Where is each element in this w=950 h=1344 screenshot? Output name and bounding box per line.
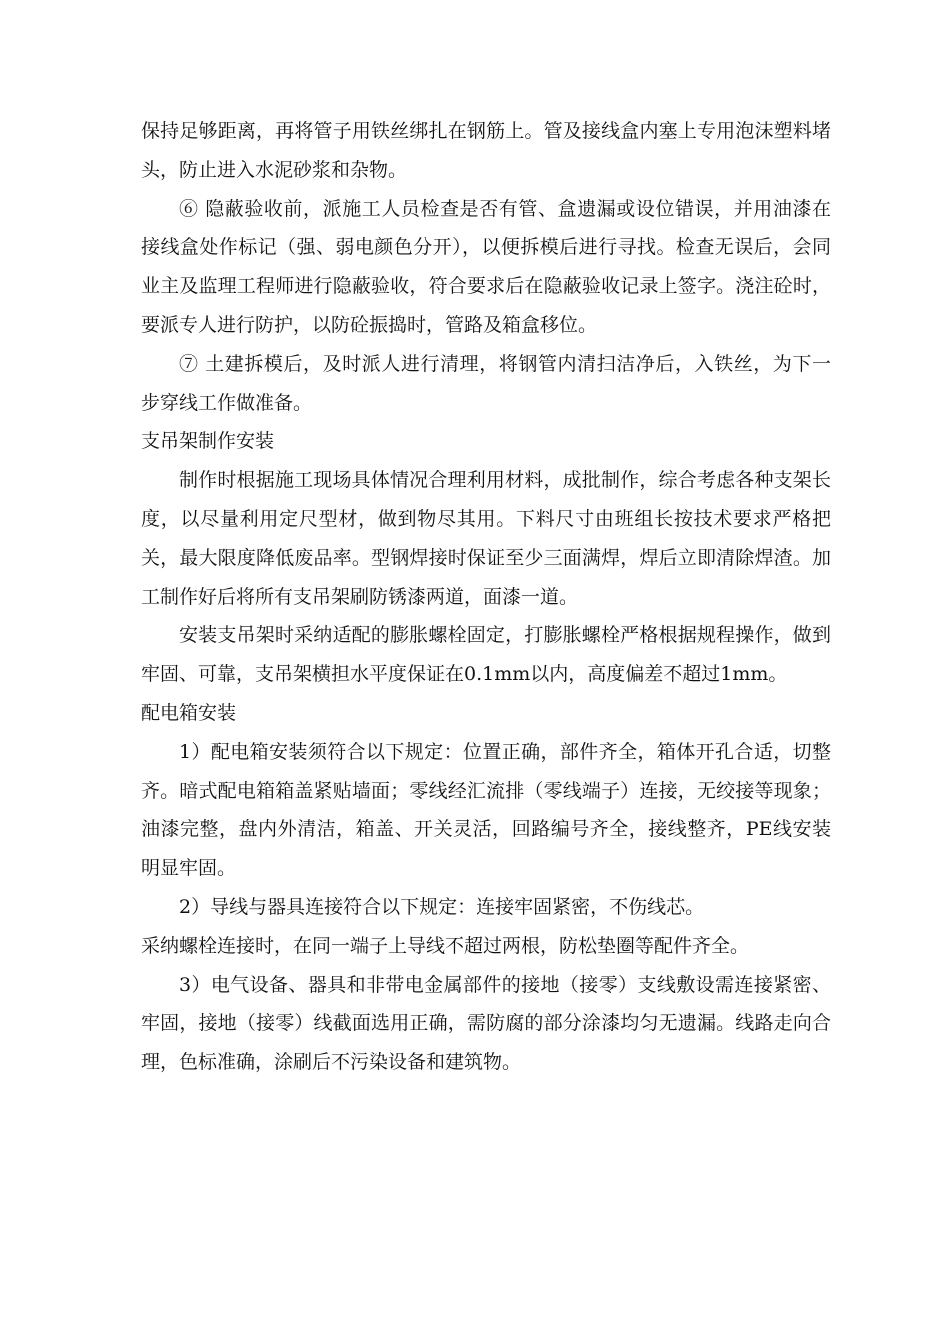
paragraph-hanger-fabrication: 制作时根据施工现场具体情况合理利用材料，成批制作，综合考虑各种支架长度，以尽量利用定尺型材，做到物尽其用。下料尺寸由班组长按技术要求严格把关，最大限度降低废品率。型钢焊接时保证至少三面满焊，焊后立即清除焊渣。加工制作好后将所有支吊架刷防锈漆两道，面漆一道。 — [141, 469, 831, 608]
paragraph-hanger-installation: 安装支吊架时采纳适配的膨胀螺栓固定，打膨胀螺栓严格根据规程操作，做到牢固、可靠，支吊架横担水平度保证在0.1mm以内，高度偏差不超过1mm。 — [141, 624, 831, 686]
paragraph-concealed-inspection: ⑥ 隐蔽验收前，派施工人员检查是否有管、盒遗漏或设位错误，并用油漆在接线盒处作标记（强、弱电颜色分开），以便拆模后进行寻找。检查无误后，会同业主及监理工程师进行隐蔽验收，符合要求后在隐蔽验收记录上签字。浇注砼时，要派专人进行防护，以防砼振捣时，管路及箱盒移位。 — [141, 197, 831, 336]
section-heading-distribution-box: 配电箱安装 — [141, 701, 237, 724]
paragraph-bolt-connection: 采纳螺栓连接时，在同一端子上导线不超过两根，防松垫圈等配件齐全。 — [141, 934, 750, 957]
paragraph-formwork-removal: ⑦ 土建拆模后，及时派人进行清理，将钢管内清扫洁净后，入铁丝，为下一步穿线工作做准备。 — [141, 352, 831, 414]
paragraph-box-rule-1: 1）配电箱安装须符合以下规定：位置正确，部件齐全，箱体开孔合适，切整齐。暗式配电箱箱盖紧贴墙面；零线经汇流排（零线端子）连接，无绞接等现象；油漆完整，盘内外清洁，箱盖、开关灵活，回路编号齐全，接线整齐，PE线安装明显牢固。 — [141, 740, 831, 880]
section-heading-support-hanger: 支吊架制作安装 — [141, 430, 275, 453]
paragraph-box-rule-3: 3）电气设备、器具和非带电金属部件的接地（接零）支线敷设需连接紧密、牢固，接地（接零）线截面选用正确，需防腐的部分涂漆均匀无遗漏。线路走向合理，色标准确，涂刷后不污染设备和建筑物。 — [141, 973, 831, 1074]
paragraph-conduit-fixing: 保持足够距离，再将管子用铁丝绑扎在钢筋上。管及接线盒内塞上专用泡沫塑料堵头，防止进入水泥砂浆和杂物。 — [141, 120, 831, 181]
document-body — [141, 112, 831, 1082]
paragraph-box-rule-2: 2）导线与器具连接符合以下规定：连接牢固紧密，不伤线芯。 — [179, 895, 705, 918]
